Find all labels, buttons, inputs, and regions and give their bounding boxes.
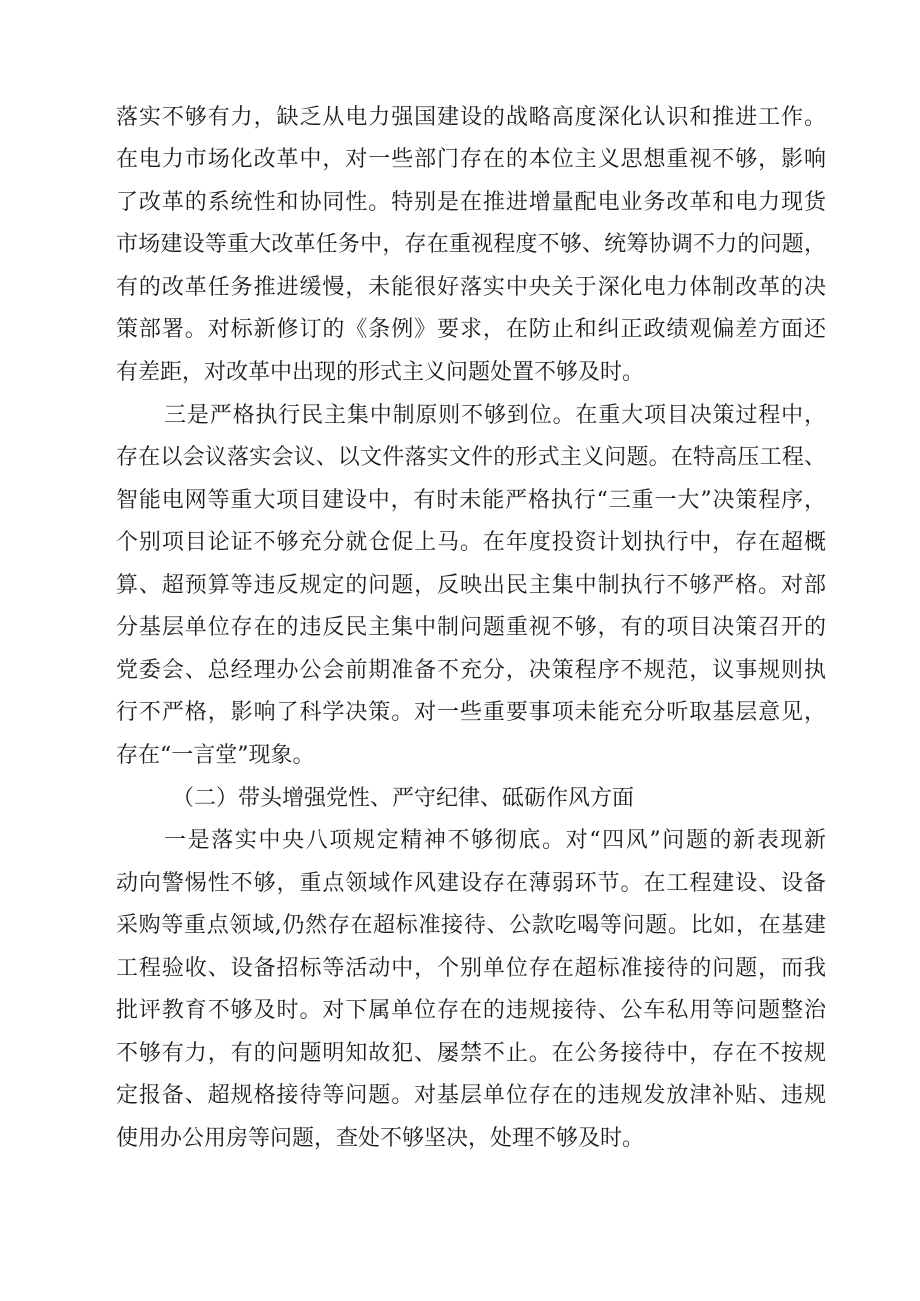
- text-line: 算、超预算等违反规定的问题，反映出民主集中制执行不够严格。对部: [116, 573, 826, 598]
- text-line: 存在以会议落实会议、以文件落实文件的形式主义问题。在特高压工程、: [116, 445, 826, 470]
- text-line: 采购等重点领域,仍然存在超标准接待、公款吃喝等问题。比如，在基建: [116, 913, 826, 938]
- text-line: 批评教育不够及时。对下属单位存在的违规接待、公车私用等问题整治: [116, 998, 826, 1023]
- text-line: 策部署。对标新修订的《条例》要求，在防止和纠正政绩观偏差方面还: [116, 317, 826, 342]
- text-line: 有差距，对改革中出现的形式主义问题处置不够及时。: [116, 360, 645, 385]
- text-line: 分基层单位存在的违反民主集中制问题重视不够，有的项目决策召开的: [116, 615, 826, 640]
- text-line: 党委会、总经理办公会前期准备不充分，决策程序不规范，议事规则执: [116, 658, 826, 683]
- text-line: 在电力市场化改革中，对一些部门存在的本位主义思想重视不够，影响: [116, 147, 826, 172]
- text-line: 不够有力，有的问题明知故犯、屡禁不止。在公务接待中，存在不按规: [116, 1041, 826, 1066]
- paragraph-first-line: 一是落实中央八项规定精神不够彻底。对“四风”问题的新表现新: [164, 828, 826, 853]
- text-line: 动向警惕性不够，重点领域作风建设存在薄弱环节。在工程建设、设备: [116, 871, 826, 896]
- text-line: 个别项目论证不够充分就仓促上马。在年度投资计划执行中，存在超概: [116, 530, 826, 555]
- text-line: 落实不够有力，缺乏从电力强国建设的战略高度深化认识和推进工作。: [116, 105, 826, 130]
- text-line: 有的改革任务推进缓慢，未能很好落实中央关于深化电力体制改革的决: [116, 275, 826, 300]
- text-line: 存在“一言堂”现象。: [116, 743, 315, 768]
- section-heading: （二）带头增强党性、严守纪律、砥砺作风方面: [172, 786, 635, 811]
- paragraph-first-line: 三是严格执行民主集中制原则不够到位。在重大项目决策过程中，: [164, 403, 826, 428]
- text-line: 行不严格，影响了科学决策。对一些重要事项未能充分听取基层意见，: [116, 700, 826, 725]
- text-line: 了改革的系统性和协同性。特别是在推进增量配电业务改革和电力现货: [116, 190, 826, 215]
- text-line: 智能电网等重大项目建设中，有时未能严格执行“三重一大”决策程序，: [116, 488, 826, 513]
- text-line: 工程验收、设备招标等活动中，个别单位存在超标准接待的问题，而我: [116, 956, 826, 981]
- text-line: 定报备、超规格接待等问题。对基层单位存在的违规发放津补贴、违规: [116, 1083, 826, 1108]
- text-line: 市场建设等重大改革任务中，存在重视程度不够、统筹协调不力的问题，: [116, 232, 826, 257]
- text-line: 使用办公用房等问题，查处不够坚决，处理不够及时。: [116, 1126, 645, 1151]
